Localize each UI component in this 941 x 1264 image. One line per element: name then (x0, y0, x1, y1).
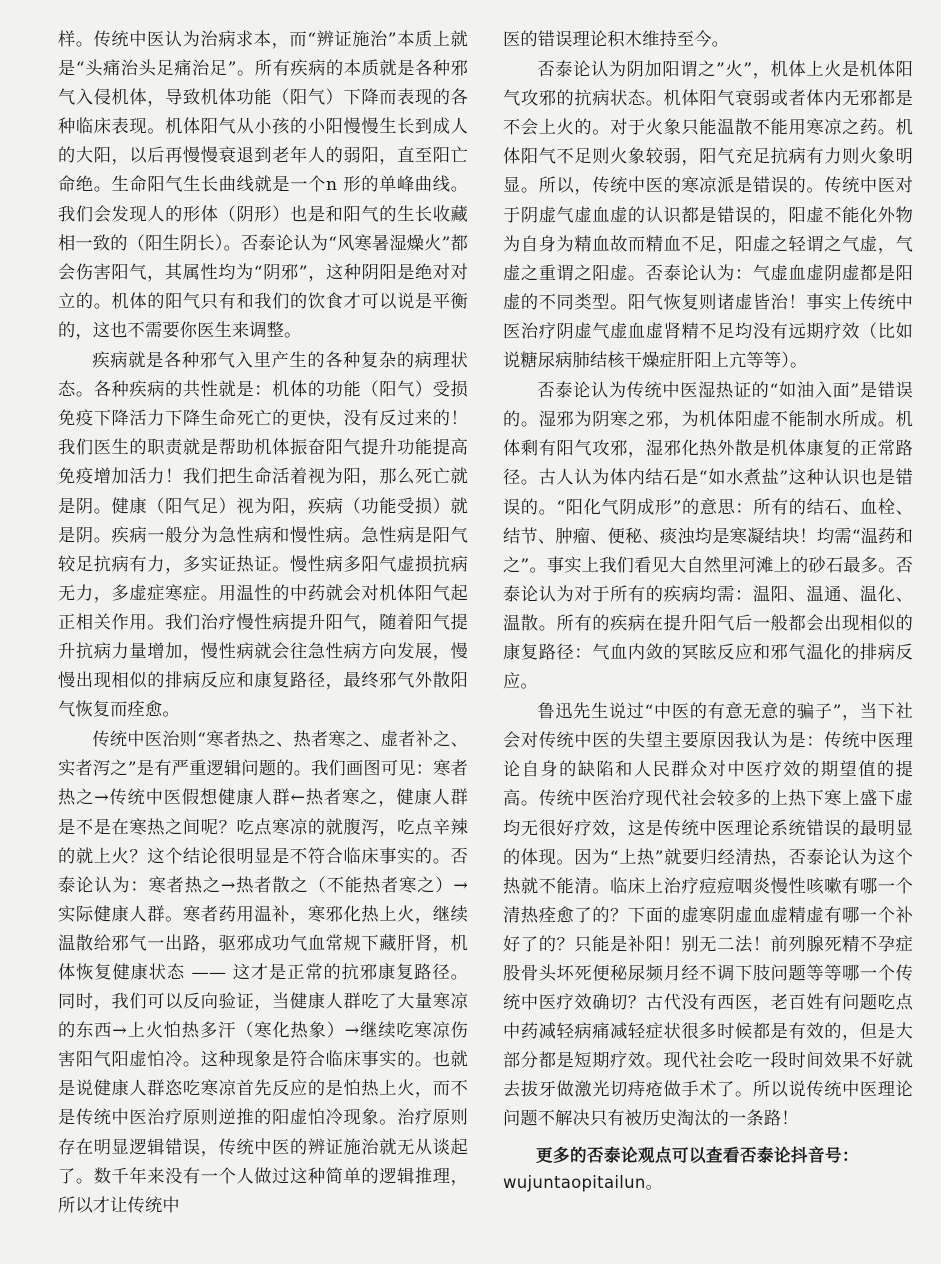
right-column (503, 26, 913, 1250)
paragraph: 传统中医治则“寒者热之、热者寒之、虚者补之、实者泻之”是有严重逻辑问题的。我们画图可见：寒者热之→传统中医假想健康人群←热者寒之，健康人群是不是在寒热之间呢？吃点寒凉的就腹泻，吃点辛辣的就上火？这个结论很明显是不符合临床事实的。否泰论认为：寒者热之→热者散之（不能热者寒之）→实际健康人群。寒者药用温补，寒邪化热上火，继续温散给邪气一出路，驱邪成功气血常规下藏肝肾，机体恢复健康状态 —— 这才是正常的抗邪康复路径。同时，我们可以反向验证，当健康人群吃了大量寒凉的东西→上火怕热多汗（寒化热象）→继续吃寒凉伤害阳气阳虚怕冷。这种现象是符合临床事实的。也就是说健康人群恣吃寒凉首先反应的是怕热上火，而不是传统中医治疗原则逆推的阳虚怕冷现象。治疗原则存在明显逻辑错误，传统中医的辨证施治就无从谈起了。数千年来没有一个人做过这种简单的逻辑推理，所以才让传统中 (58, 730, 468, 1216)
paragraph: 鲁迅先生说过“中医的有意无意的骗子”，当下社会对传统中医的失望主要原因我认为是：传统中医理论自身的缺陷和人民群众对中医疗效的期望值的提高。传统中医治疗现代社会较多的上热下寒上盛下虚均无很好疗效，这是传统中医理论系统错误的最明显的体现。因为“上热”就要归经清热，否泰论认为这个热就不能清。临床上治疗痘痘咽炎慢性咳嗽有哪一个清热痊愈了的？下面的虚寒阴虚血虚精虚有哪一个补好了的？只能是补阳！别无二法！前列腺死精不孕症股骨头坏死便秘尿频月经不调下肢问题等等哪一个传统中医疗效确切？古代没有西医，老百姓有问题吃点中药减轻病痛减轻症状很多时候都是有效的，但是大部分都是短期疗效。现代社会吃一段时间效果不好就去拔牙做激光切痔疮做手术了。所以说传统中医理论问题不解决只有被历史淘汰的一条路！ (503, 702, 913, 1130)
left-column (58, 26, 468, 1250)
paragraph: 样。传统中医认为治病求本，而“辨证施治”本质上就是“头痛治头足痛治足”。所有疾病的本质就是各种邪气入侵机体，导致机体功能（阳气）下降而表现的各种临床表现。机体阳气从小孩的小阳慢慢生长到成人的大阳，以后再慢慢衰退到老年人的弱阳，直至阳亡命绝。生命阳气生长曲线就是一个n 形的单峰曲线。我们会发现人的形体（阴形）也是和阳气的生长收藏相一致的（阳生阴长）。否泰论认为“风寒暑湿燥火”都会伤害阳气，其属性均为“阴邪”，这种阴阳是绝对对立的。机体的阳气只有和我们的饮食才可以说是平衡的，这也不需要你医生来调整。 (58, 30, 468, 341)
paragraph: 否泰论认为阴加阳谓之”火”，机体上火是机体阳气攻邪的抗病状态。机体阳气衰弱或者体内无邪都是不会上火的。对于火象只能温散不能用寒凉之药。机体阳气不足则火象较弱，阳气充足抗病有力则火象明显。所以，传统中医的寒凉派是错误的。传统中医对于阴虚气虚血虚的认识都是错误的，阳虚不能化外物为自身为精血故而精血不足，阳虚之轻谓之气虚，气虚之重谓之阳虚。否泰论认为：气虚血虚阴虚都是阳虚的不同类型。阳气恢复则诸虚皆治！事实上传统中医治疗阴虚气虚血虚肾精不足均没有远期疗效（比如说糖尿病肺结核干燥症肝阳上亢等等）。 (503, 60, 913, 372)
text-columns (58, 26, 913, 1250)
footer-note: 更多的否泰论观点可以查看否泰论抖音号： (536, 1145, 859, 1165)
account-handle: wujuntaopitailun。 (503, 1172, 663, 1192)
paragraph: 否泰论认为传统中医湿热证的“如油入面”是错误的。湿邪为阴寒之邪，为机体阳虚不能制水所成。机体剩有阳气攻邪，湿邪化热外散是机体康复的正常路径。古人认为体内结石是“如水煮盐”这种认识也是错误的。“阳化气阴成形”的意思：所有的结石、血栓、结节、肿瘤、便秘、痰浊均是寒凝结块！均需“温药和之”。事实上我们看见大自然里河滩上的砂石最多。否泰论认为对于所有的疾病均需：温阳、温通、温化、温散。所有的疾病在提升阳气后一般都会出现相似的康复路径：气血内敛的冥眩反应和邪气温化的排病反应。 (503, 381, 913, 693)
paragraph: 疾病就是各种邪气入里产生的各种复杂的病理状态。各种疾病的共性就是：机体的功能（阳气）受损免疫下降活力下降生命死亡的更快，没有反过来的！我们医生的职责就是帮助机体振奋阳气提升功能提高免疫增加活力！我们把生命活着视为阳，那么死亡就是阴。健康（阳气足）视为阳，疾病（功能受损）就是阴。疾病一般分为急性病和慢性病。急性病是阳气较足抗病有力，多实证热证。慢性病多阳气虚损抗病无力，多虚症寒症。用温性的中药就会对机体阳气起正相关作用。我们治疗慢性病提升阳气，随着阳气提升抗病力量增加，慢性病就会往急性病方向发展，慢慢出现相似的排病反应和康复路径，最终邪气外散阳气恢复而痊愈。 (58, 351, 468, 721)
paragraph: 医的错误理论积木维持至今。 (503, 30, 730, 50)
